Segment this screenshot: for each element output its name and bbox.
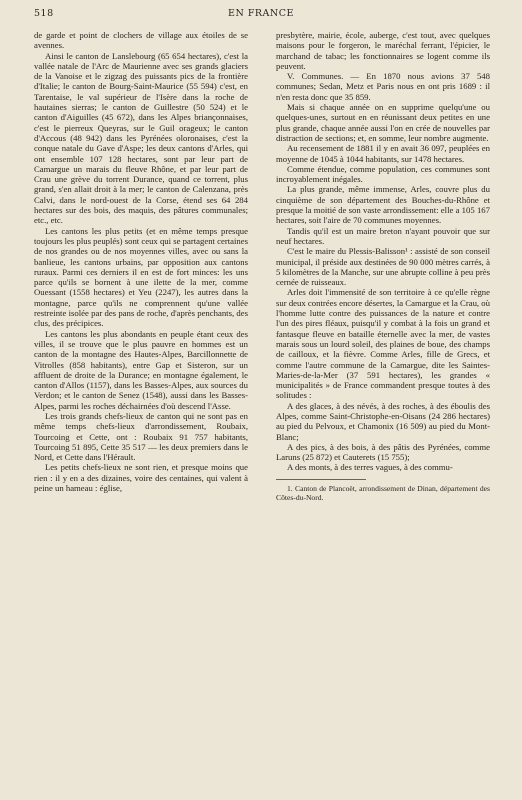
paragraph: C'est le maire du Plessis-Balisson¹ : assisté de son conseil municipal, il préside aux destinées de 90 000 mètres carrés, à 5 kilomètres de la Manche, sur une abrupte colline à peu près cernée de ruisseaux. bbox=[276, 246, 490, 288]
paragraph: Les petits chefs-lieux ne sont rien, et presque moins que rien : il y en a des dizaines, voire des centaines, qui valent à peine un hameau : église, bbox=[34, 462, 248, 494]
paragraph: Les cantons les plus abondants en peuple étant ceux des villes, il se trouve que le plus pauvre en hommes est un canton de la montagne des Hautes-Alpes, Barcillonnette de Vitrolles (858 habitants), entre Gap et Sisteron, sur un affluent de droite de la Durance; en montagne également, le canton d'Allos (1157), dans les Basses-Alpes, aux sources du Verdon; et le canton de Senez (1548), aussi dans les Basses-Alpes, parmi les roches déchairnées d'où descend l'Asse. bbox=[34, 328, 248, 411]
paragraph: Mais si chaque année on en supprime quelqu'une ou quelques-unes, surtout en en réunissant deux petites en une plus grande, chaque année aussi l'on en crée de nouvelles par distraction de sections; et, en somme, leur nombre augmente. bbox=[276, 102, 490, 143]
paragraph: Arles doit l'immensité de son territoire à ce qu'elle règne sur deux contrées encore désertes, la Camargue et la Crau, où l'homme lutte contre des puissances de la nature et contre l'un des pires fléaux, puisqu'il y combat à la fois un grand et fantasque fleuve en bataille éternelle avec la mer, de vastes marais sous un lourd soleil, des plaines de boue, des champs de cailloux, et la fièvre. Comme Arles, fille de Grecs, et comme l'autre commune de la Camargue, dite les Saintes-Maries-de-la-Mer (37 591 hectares), les grandes « municipalités » de France commandent presque toutes à des solitudes : bbox=[276, 287, 490, 401]
paragraph: La plus grande, même immense, Arles, couvre plus du cinquième de son département des Bouches-du-Rhône et presque la moitié de son vaste arrondissement: elle a 105 167 hectares, soit l'aire de 70 communes moyennes. bbox=[276, 184, 490, 226]
paragraph: A des glaces, à des névés, à des roches, à des éboulis des Alpes, comme Saint-Christophe-en-Oisans (24 286 hectares) au pied du Pelvoux, et Chamonix (16 509) au pied du Mont-Blanc; bbox=[276, 400, 490, 442]
paragraph: A des monts, à des terres vagues, à des commu- bbox=[287, 462, 453, 473]
paragraph: Les trois grands chefs-lieux de canton qui ne sont pas en même temps chefs-lieux d'arrondissement, Roubaix, Tourcoing et Cette, ont : Roubaix 91 757 habitants, Tourcoing 51 895, Cette 35 517 — les deux premiers dans le Nord, et Cette dans l'Hérault. bbox=[34, 410, 248, 463]
paragraph: A des pics, à des bois, à des pâtis des Pyrénées, comme Laruns (25 872) et Cauterets (15 755); bbox=[276, 441, 490, 463]
paragraph: Les cantons les plus petits (et en même temps presque toujours les plus peuplés) sont ceux qui se partagent certaines de nos grandes ou de nos moyennes villes, avec ou sans la banlieue, les cantons urbains, par opposition aux cantons ruraux. Parmi ces derniers il en est de fort minces: les uns parce qu'ils se bornent à une ilette de la mer, comme Ouessant (1558 hectares) et Yeu (2247), les autres dans la montagne, parce qu'ils ne comprennent qu'une vallée restreinte isolée par des pans de roche, d'après penchants, des clus, des précipices. bbox=[34, 225, 248, 329]
paragraph: Comme étendue, comme population, ces communes sont incroyablement inégales. bbox=[276, 163, 490, 185]
paragraph: Au recensement de 1881 il y en avait 36 097, peuplées en moyenne de 1045 à 1044 habitants, sur 1478 hectares. bbox=[276, 143, 490, 164]
page-header bbox=[34, 8, 488, 22]
section-communes-paragraph: V. Communes. — En 1870 nous avions 37 548 communes; Sedan, Metz et Paris nous en ont pris 1689 : il n'en resta donc que 35 859. bbox=[276, 71, 490, 102]
paragraph: de garde et point de clochers de village aux étoiles de se avennes. bbox=[34, 30, 248, 51]
right-column bbox=[276, 30, 490, 502]
footnote: 1. Canton de Plancoët, arrondissement de Dinan, département des Côtes-du-Nord. bbox=[276, 483, 490, 502]
paragraph: Tandis qu'il est un maire breton n'ayant pouvoir que sur neuf hectares. bbox=[276, 225, 490, 246]
left-column bbox=[34, 30, 248, 493]
page-number: 518 bbox=[34, 8, 54, 19]
paragraph: Ainsi le canton de Lanslebourg (65 654 hectares), c'est la vallée natale de l'Arc de Maurienne avec ses grands glaciers de la Vanoise et le zigzag des puissants pics de la frontière d'Italie; le canton de Bourg-Saint-Maurice (55 594) c'est, en Tarentaise, le val supérieur de l'Isère dans la roche de hautaines sierras; le canton de Guillestre (50 524) et le canton d'Aiguilles (45 672), dans les Alpes briançonnaises, c'est le pierreux Queyras, sur le Guil orageux; le canton d'Accous (48 942) dans les Pyrénées oloronaises, c'est la conque natale du Gave d'Aspe; les deux cantons d'Arles, qui ont ensemble 107 128 hectares, sont par leur part de Camargue un marais du fleuve Rhône, et par leur part de Crau une grève du torrent Durance, quand ce torrent, plus grand, s'en allait droit à la mer; le canton de Calenzana, près Calvi, dans le nord-ouest de la Corse, étend ses 64 284 hectares sur des bois, des maquis, des pâtures communales; etc., etc. bbox=[34, 50, 248, 226]
paragraph: presbytère, mairie, école, auberge, c'est tout, avec quelques maisons pour le forgeron, le maréchal ferrant, l'épicier, le marchand de tabac; les fonctionnaires se logent comme ils peuvent. bbox=[276, 30, 490, 71]
running-title: EN FRANCE bbox=[228, 8, 294, 19]
